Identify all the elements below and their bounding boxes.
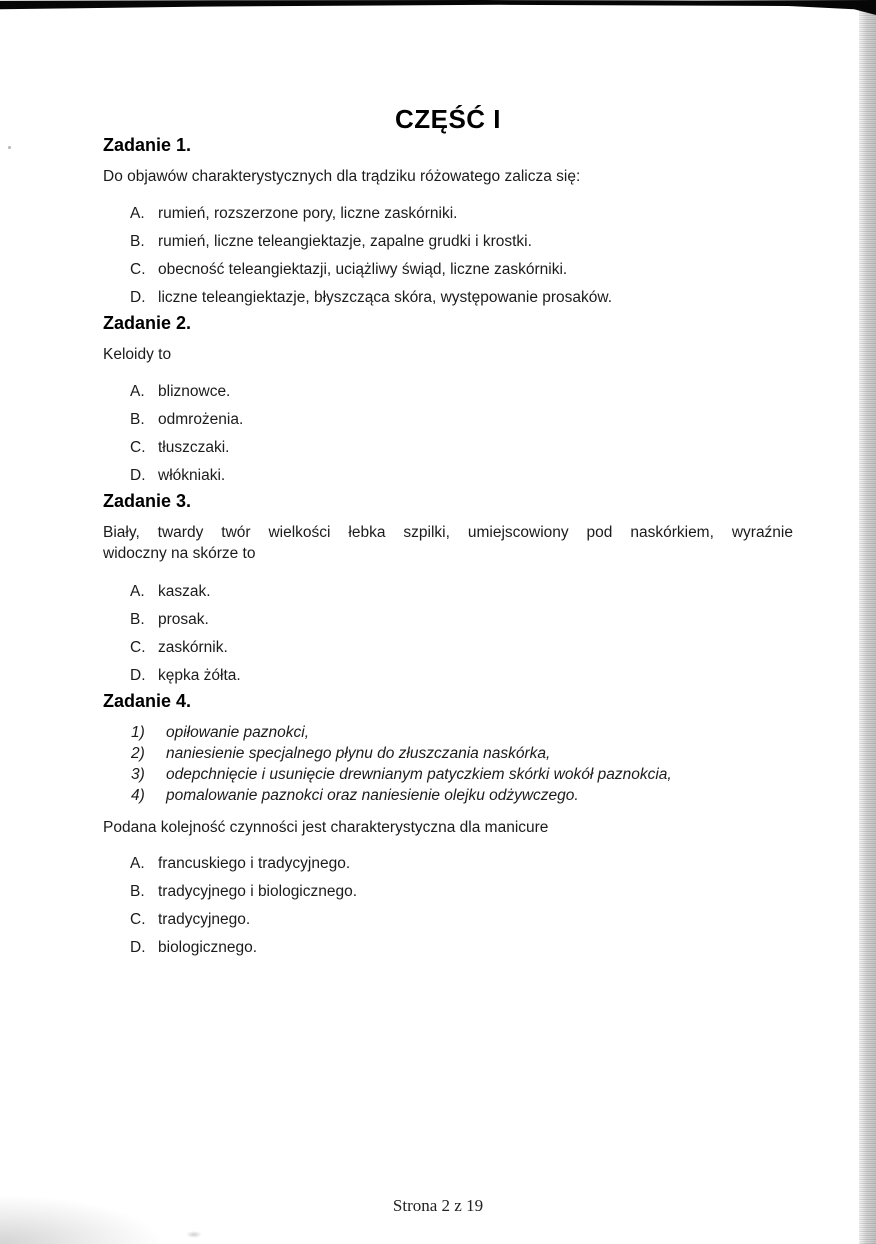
- option-row: [130, 606, 793, 634]
- step-text: opiłowanie paznokci,: [166, 724, 310, 741]
- page-title: CZĘŚĆ I: [394, 104, 502, 134]
- option-row: [130, 906, 793, 934]
- option-letter: C.: [130, 439, 146, 456]
- task-1-heading: Zadanie 1.: [103, 135, 192, 155]
- step-row: [131, 785, 793, 806]
- option-row: [130, 850, 793, 878]
- task-3-heading: Zadanie 3.: [103, 491, 192, 511]
- option-row: [130, 378, 793, 406]
- question-line-1: Biały, twardy twór wielkości łebka szpilki, umiejscowiony pod naskórkiem, wyraźnie: [103, 524, 793, 541]
- option-letter: A.: [130, 855, 145, 872]
- step-row: [131, 722, 793, 743]
- task-3: [103, 490, 793, 690]
- step-number: 2): [131, 745, 145, 762]
- option-letter: D.: [130, 667, 146, 684]
- option-letter: D.: [130, 467, 146, 484]
- task-2-heading: Zadanie 2.: [103, 313, 192, 333]
- option-letter: C.: [130, 261, 146, 278]
- task-4-question: Podana kolejność czynności jest charakterystyczna dla manicure: [103, 819, 549, 836]
- scan-right-edge-artifact: [859, 0, 876, 1244]
- option-text: obecność teleangiektazji, uciążliwy świąd, liczne zaskórniki.: [158, 261, 568, 278]
- option-text: liczne teleangiektazje, błyszcząca skóra, występowanie prosaków.: [158, 289, 613, 306]
- option-letter: A.: [130, 583, 145, 600]
- option-row: [130, 284, 793, 312]
- option-text: tradycyjnego.: [158, 911, 251, 928]
- option-text: odmrożenia.: [158, 411, 244, 428]
- option-text: prosak.: [158, 611, 209, 628]
- step-number: 1): [131, 724, 145, 741]
- task-2-options: [103, 378, 793, 490]
- task-3-question: [103, 522, 793, 564]
- option-text: rumień, rozszerzone pory, liczne zaskórniki.: [158, 205, 458, 222]
- option-row: [130, 406, 793, 434]
- option-letter: D.: [130, 939, 146, 956]
- task-4-options: [103, 850, 793, 962]
- scan-speck-artifact: [186, 1231, 202, 1238]
- step-text: naniesienie specjalnego płynu do złuszczania naskórka,: [166, 745, 551, 762]
- option-letter: A.: [130, 205, 145, 222]
- option-letter: B.: [130, 883, 145, 900]
- task-2: [103, 312, 793, 490]
- task-1-options: [103, 200, 793, 312]
- task-4-steps: [103, 722, 793, 806]
- option-letter: C.: [130, 639, 146, 656]
- option-text: kaszak.: [158, 583, 211, 600]
- option-letter: B.: [130, 411, 145, 428]
- option-letter: C.: [130, 911, 146, 928]
- task-2-question: Keloidy to: [103, 346, 172, 363]
- task-4: [103, 690, 793, 962]
- option-row: [130, 878, 793, 906]
- step-row: [131, 764, 793, 785]
- step-text: pomalowanie paznokci oraz naniesienie olejku odżywczego.: [166, 787, 579, 804]
- option-text: włókniaki.: [158, 467, 226, 484]
- task-3-options: [103, 578, 793, 690]
- task-4-heading: Zadanie 4.: [103, 691, 192, 711]
- step-row: [131, 743, 793, 764]
- option-text: bliznowce.: [158, 383, 231, 400]
- option-row: [130, 200, 793, 228]
- question-line-2: widoczny na skórze to: [103, 545, 256, 562]
- option-row: [130, 634, 793, 662]
- scan-bottom-left-smudge: [0, 1196, 160, 1244]
- option-text: biologicznego.: [158, 939, 258, 956]
- step-number: 4): [131, 787, 145, 804]
- option-row: [130, 434, 793, 462]
- option-text: francuskiego i tradycyjnego.: [158, 855, 351, 872]
- task-1-question: Do objawów charakterystycznych dla trądziku różowatego zalicza się:: [103, 168, 581, 185]
- step-text: odepchnięcie i usunięcie drewnianym patyczkiem skórki wokół paznokcia,: [166, 766, 672, 783]
- task-1: [103, 134, 793, 312]
- step-number: 3): [131, 766, 145, 783]
- option-row: [130, 256, 793, 284]
- option-letter: A.: [130, 383, 145, 400]
- page-footer: Strona 2 z 19: [392, 1196, 484, 1215]
- option-text: tłuszczaki.: [158, 439, 230, 456]
- option-text: zaskórnik.: [158, 639, 228, 656]
- option-letter: B.: [130, 611, 145, 628]
- option-text: rumień, liczne teleangiektazje, zapalne grudki i krostki.: [158, 233, 532, 250]
- option-letter: B.: [130, 233, 145, 250]
- option-text: kępka żółta.: [158, 667, 241, 684]
- option-row: [130, 462, 793, 490]
- option-letter: D.: [130, 289, 146, 306]
- option-row: [130, 578, 793, 606]
- option-row: [130, 228, 793, 256]
- option-row: [130, 934, 793, 962]
- option-text: tradycyjnego i biologicznego.: [158, 883, 358, 900]
- option-row: [130, 662, 793, 690]
